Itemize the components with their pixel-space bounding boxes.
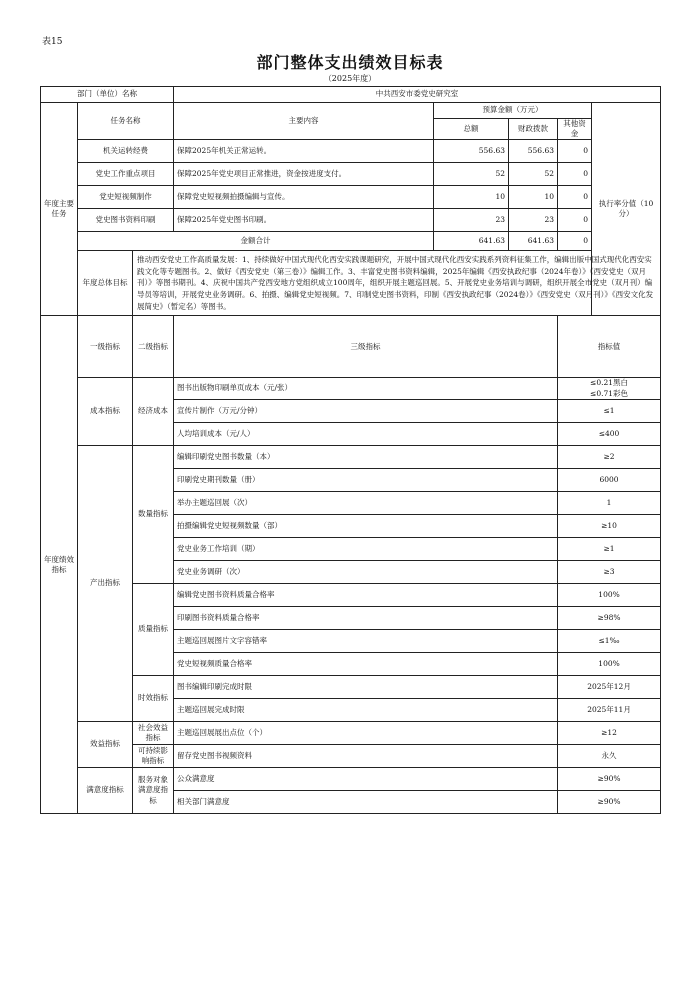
col-budget: 预算金额（万元） [434,103,592,119]
dept-label: 部门（单位）名称 [41,87,174,103]
task-other: 0 [558,163,592,186]
indicator-value: ≥3 [558,561,661,584]
sum-fiscal: 641.63 [509,232,558,251]
task-name: 党史图书资料印刷 [78,209,174,232]
level2-social-benefit: 社会效益指标 [133,722,174,745]
indicator-row [41,768,661,791]
task-fiscal: 556.63 [509,140,558,163]
level1-satisfaction: 满意度指标 [78,768,133,814]
level2-quality: 质量指标 [133,584,174,676]
indicator-name: 留存党史图书视频资料 [174,745,558,768]
indicator-row [41,722,661,745]
indicator-row [41,676,661,699]
task-row [41,140,661,163]
col-total: 总额 [434,119,509,140]
perf-header-row [41,316,661,378]
col-other: 其他资金 [558,119,592,140]
indicator-value: 100% [558,653,661,676]
col-level1: 一级指标 [78,316,133,378]
indicator-value [558,378,661,400]
indicator-row [41,584,661,607]
indicator-value: ≥2 [558,446,661,469]
level2-sustainable: 可持续影响指标 [133,745,174,768]
task-name: 党史工作重点项目 [78,163,174,186]
level2-economic-cost: 经济成本 [133,378,174,446]
year-subtitle: （2025年度） [323,74,377,83]
page-title: 部门整体支出绩效目标表 [256,53,444,72]
dept-value: 中共西安市委党史研究室 [174,87,661,103]
task-name: 机关运转经费 [78,140,174,163]
sum-total: 641.63 [434,232,509,251]
indicator-name: 图书编辑印刷完成时限 [174,676,558,699]
indicator-value: 1 [558,492,661,515]
indicator-value: ≤1‰ [558,630,661,653]
task-content: 保障2025年党史项目正常推进，资金按进度支付。 [174,163,434,186]
indicator-value: ≥10 [558,515,661,538]
indicator-row [41,378,661,400]
goal-row [41,251,661,316]
indicator-value: 2025年11月 [558,699,661,722]
indicator-name: 宣传片制作（万元/分钟） [174,400,558,423]
task-name: 党史短视频制作 [78,186,174,209]
task-row [41,163,661,186]
indicator-value: ≤400 [558,423,661,446]
indicator-value: ≥90% [558,791,661,814]
indicator-name: 编辑党史图书资料质量合格率 [174,584,558,607]
task-total: 10 [434,186,509,209]
tasks-section-label: 年度主要任务 [41,103,78,316]
task-other: 0 [558,140,592,163]
indicator-name: 印刷图书资料质量合格率 [174,607,558,630]
task-fiscal: 52 [509,163,558,186]
goal-label: 年度总体目标 [78,251,133,316]
indicator-name: 公众满意度 [174,768,558,791]
level1-output: 产出指标 [78,446,133,722]
indicator-value-line: ≤0.21黑白 [590,378,629,388]
task-total: 556.63 [434,140,509,163]
indicator-name: 党史业务调研（次） [174,561,558,584]
task-total: 52 [434,163,509,186]
indicator-name: 相关部门满意度 [174,791,558,814]
sum-row [41,232,661,251]
task-content: 保障党史短视频拍摄编辑与宣传。 [174,186,434,209]
dept-row [41,87,661,103]
task-other: 0 [558,209,592,232]
indicator-name: 主题巡回展图片文字容错率 [174,630,558,653]
indicator-row [41,745,661,768]
tasks-header-row [41,103,661,119]
indicator-value: ≥1 [558,538,661,561]
indicator-value: 2025年12月 [558,676,661,699]
task-row [41,209,661,232]
perf-section-label: 年度绩效指标 [41,316,78,814]
task-fiscal: 23 [509,209,558,232]
indicator-value: ≥90% [558,768,661,791]
indicator-name: 图书出版物印刷单页成本（元/张） [174,378,558,400]
level2-quantity: 数量指标 [133,446,174,584]
indicator-value-line: ≤0.71彩色 [590,388,629,398]
level1-benefit: 效益指标 [78,722,133,768]
goal-text: 推动西安党史工作高质量发展：1、持续做好中国式现代化西安实践课题研究，开展中国式现代化西安实践系列资料征集工作，编辑出版中国式现代化西安实践文化等专题图书。2、做好《西安党史（第三卷）》编辑工作。3、丰富党史图书资料编辑，2025年编辑《西安执政纪事（2024年卷）》《西安党史（双月刊）》等图书期刊。4、庆祝中国共产党西安地方党组织成立100周年，组织开展主题巡回展。5、开展党史业务培训与调研，组织开展全市党史（双月刊）编导员等培训，开展党史业务调研。6、拍摄、编辑党史短视频。7、印制党史图书资料，印制《西安执政纪事（2024卷）》《西安党史（双月刊）》《西安文化发展简史》（暂定名）等图书。 [133,251,661,316]
col-main-content: 主要内容 [174,103,434,140]
indicator-name: 印刷党史期刊数量（册） [174,469,558,492]
indicator-name: 人均培训成本（元/人） [174,423,558,446]
indicator-row [41,446,661,469]
task-fiscal: 10 [509,186,558,209]
level1-cost: 成本指标 [78,378,133,446]
indicator-value: ≥12 [558,722,661,745]
task-total: 23 [434,209,509,232]
level2-service-satisfaction: 服务对象满意度指标 [133,768,174,814]
sum-label: 金额合计 [78,232,434,251]
indicator-value: 永久 [558,745,661,768]
task-content: 保障2025年党史图书印刷。 [174,209,434,232]
col-value: 指标值 [558,316,661,378]
indicator-name: 拍摄编辑党史短视频数量（部） [174,515,558,538]
indicator-name: 党史业务工作培训（期） [174,538,558,561]
indicator-name: 主题巡回展完成时限 [174,699,558,722]
col-fiscal: 财政拨款 [509,119,558,140]
indicator-name: 党史短视频质量合格率 [174,653,558,676]
sum-other: 0 [558,232,592,251]
indicator-name: 编辑印刷党史图书数量（本） [174,446,558,469]
indicator-name: 举办主题巡回展（次） [174,492,558,515]
indicator-name: 主题巡回展展出点位（个） [174,722,558,745]
table-tag: 表15 [42,37,63,47]
execution-score-label: 执行率分值（10分） [592,103,661,316]
task-content: 保障2025年机关正常运转。 [174,140,434,163]
indicator-value: ≥98% [558,607,661,630]
col-level2: 二级指标 [133,316,174,378]
col-level3: 三级指标 [174,316,558,378]
indicator-value: 6000 [558,469,661,492]
indicator-value: 100% [558,584,661,607]
task-row [41,186,661,209]
indicator-value: ≤1 [558,400,661,423]
performance-table [40,86,661,814]
col-task-name: 任务名称 [78,103,174,140]
level2-timeliness: 时效指标 [133,676,174,722]
task-other: 0 [558,186,592,209]
